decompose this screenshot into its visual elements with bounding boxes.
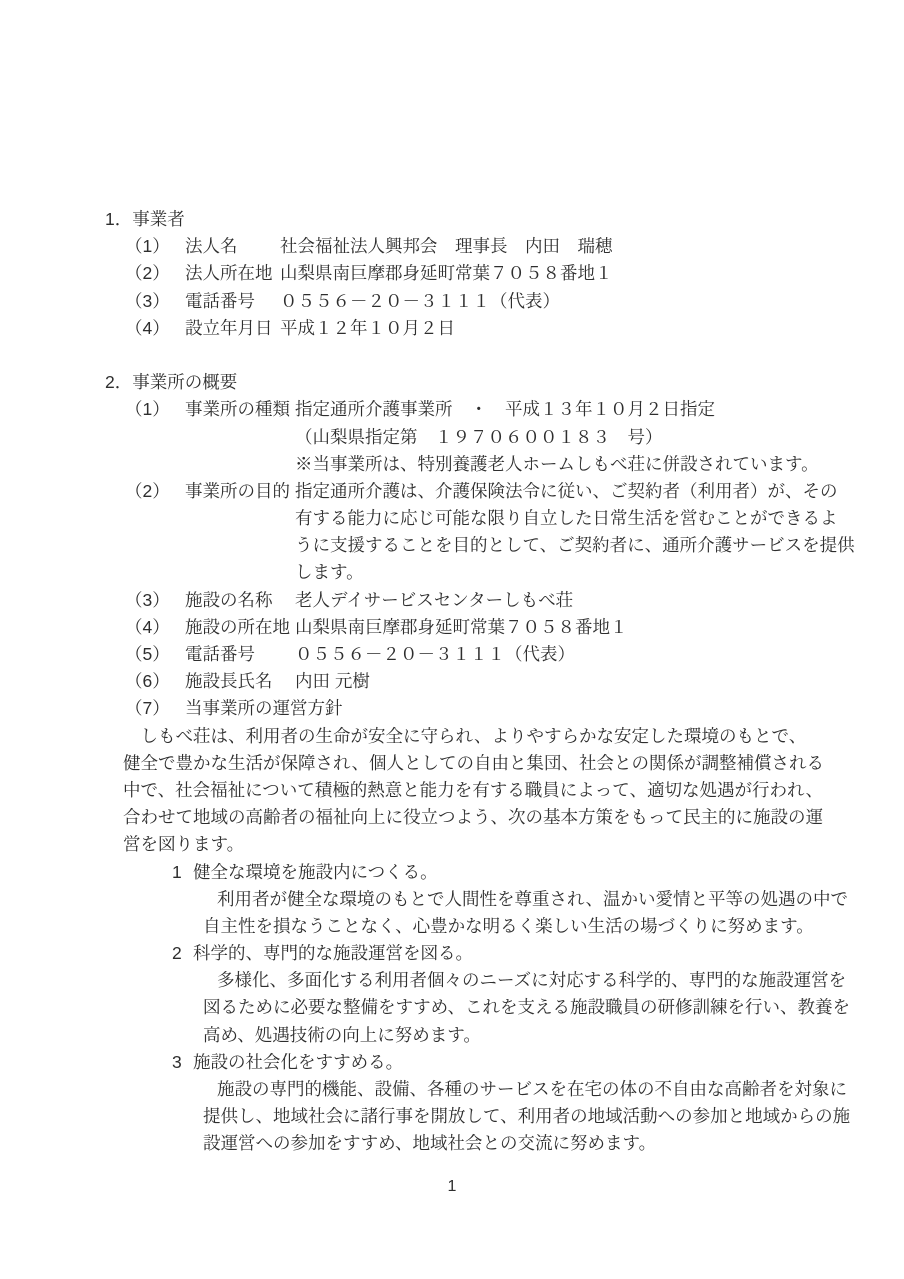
policy-point-body-line: 自主性を損なうことなく、心豊かな明るく楽しい生活の場づくりに努めます。 [203,915,814,936]
s2-item-4 [105,614,880,641]
item-label: 事業所の目的 [185,480,290,501]
purpose-continuation-line: うに支援することを目的として、ご契約者に、通所介護サービスを提供 [295,535,855,556]
item-number: （1） [125,236,170,257]
policy-point-body-line: 高め、処遇技術の向上に努めます。 [203,1024,481,1045]
policy-point-number: 2 [172,943,182,964]
item-value: 内田 元樹 [295,671,370,692]
policy-point-number: 3 [172,1051,182,1072]
item-value: 老人デイサービスセンターしもべ荘 [295,589,574,610]
policy-intro-line: 営を図ります。 [123,834,245,855]
policy-intro-line: しもべ荘は、利用者の生命が安全に守られ、よりやすらかな安定した環境のもとで、 [123,725,807,746]
item-number: （4） [125,317,170,338]
item-label: 当事業所の運営方針 [185,698,343,719]
designation-number-line: （山梨県指定第 １９７０６００１８３ 号） [295,426,663,447]
s1-item-2 [105,260,880,287]
s2-item-7 [105,695,880,722]
policy-point-body-line: 設運営への参加をすすめ、地域社会との交流に努めます。 [203,1133,657,1154]
policy-point-number: 1 [172,861,182,882]
page-number: 1 [447,1178,457,1195]
item-label: 設立年月日 [185,317,273,338]
policy-point-title: 施設の社会化をすすめる。 [193,1051,404,1072]
policy-point-title: 科学的、専門的な施設運営を図る。 [193,943,473,964]
policy-intro-line: 合わせて地域の高齢者の福祉向上に役立つよう、次の基本方策をもって民主的に施設の運 [123,807,823,828]
blank-line [105,342,880,369]
policy-point-2 [105,940,880,967]
item-number: （2） [125,480,170,501]
item-label: 法人所在地 [185,263,273,284]
s2-item-2 [105,478,880,505]
policy-point-1 [105,859,880,886]
item-label: 法人名 [185,236,238,257]
item-value: 指定通所介護は、介護保険法令に従い、ご契約者（利用者）が、その [295,480,838,501]
item-label: 事業所の種類 [185,399,290,420]
s2-item-3 [105,587,880,614]
policy-point-body-line: 多様化、多面化する利用者個々のニーズに対応する科学的、専門的な施設運営を [217,970,847,991]
item-label: 施設の名称 [185,589,273,610]
item-number: （4） [125,616,170,637]
item-number: （7） [125,698,170,719]
item-value: ０５５６－２０－３１１１（代表） [295,644,575,664]
policy-point-title: 健全な環境を施設内につくる。 [193,861,438,882]
purpose-continuation-line: します。 [295,562,364,583]
purpose-continuation-line: 有する能力に応じ可能な限り自立した日常生活を営むことができるよ [295,508,838,529]
item-label: 電話番号 [185,644,255,664]
item-value: 山梨県南巨摩郡身延町常葉７０５８番地１ [280,263,613,284]
item-value: 指定通所介護事業所 ・ 平成１３年１０月２日指定 [295,399,715,420]
item-label: 施設の所在地 [185,616,290,637]
policy-intro-line: 中で、社会福祉について積極的熱意と能力を有する職員によって、適切な処遇が行われ、 [123,779,823,800]
s2-item-5 [105,641,880,668]
item-value: ０５５６－２０－３１１１（代表） [280,290,560,311]
item-number: （1） [125,399,170,420]
item-number: （3） [125,290,170,311]
item-label: 電話番号 [185,290,255,311]
item-label: 施設長氏名 [185,671,273,692]
note-line: ※当事業所は、特別養護老人ホームしもべ荘に併設されています。 [295,453,819,474]
item-number: （6） [125,671,170,692]
document-content [105,206,880,1158]
s1-item-4 [105,315,880,342]
item-number: （2） [125,263,170,284]
policy-point-3 [105,1049,880,1076]
item-value: 平成１２年１０月２日 [280,317,455,338]
s1-item-1 [105,233,880,260]
policy-point-body-line: 利用者が健全な環境のもとで人間性を尊重され、温かい愛情と平等の処遇の中で [217,888,849,909]
item-value: 社会福祉法人興邦会 理事長 内田 瑞穂 [280,236,613,257]
item-number: （3） [125,589,170,610]
policy-point-body-line: 提供し、地域社会に諸行事を開放して、利用者の地域活動への参加と地域からの施 [203,1106,851,1127]
policy-point-body-line: 図るために必要な整備をすすめ、これを支える施設職員の研修訓練を行い、教養を [203,997,850,1018]
item-number: （5） [125,644,170,664]
s2-item-1 [105,396,880,423]
policy-intro-line: 健全で豊かな生活が保障され、個人としての自由と集団、社会との関係が調整補償される [123,752,825,773]
policy-point-body-line: 施設の専門的機能、設備、各種のサービスを在宅の体の不自由な高齢者を対象に [217,1079,847,1099]
s2-item-6 [105,668,880,695]
item-value: 山梨県南巨摩郡身延町常葉７０５８番地１ [295,616,628,637]
section-2-heading: 2．事業所の概要 [105,372,238,393]
s1-item-3 [105,288,880,315]
section-1-heading: 1．事業者 [105,209,185,229]
